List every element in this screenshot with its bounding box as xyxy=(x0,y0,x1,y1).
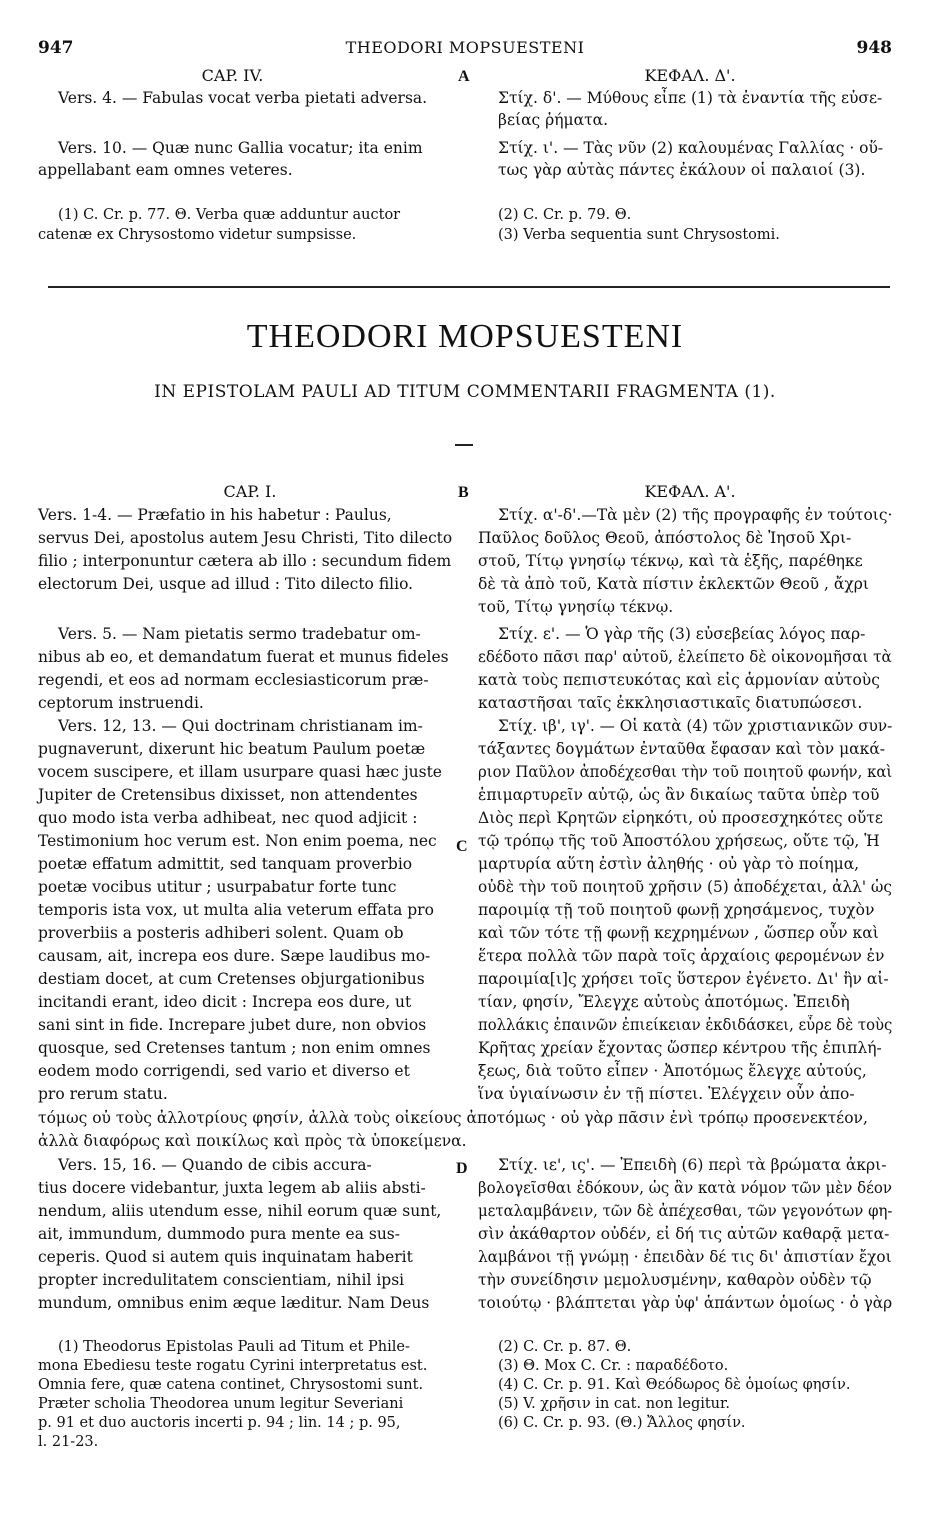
text-line: τάξαντες δογμάτων ἐνταῦθα ἔφασαν καὶ τὸν μακά- xyxy=(478,740,886,758)
text-line: τοῦ, Τίτῳ γνησίῳ τέκνῳ. xyxy=(478,598,674,616)
text-line: regendi, et eos ad normam ecclesiasticorum præ- xyxy=(38,671,429,689)
text-line: Jupiter de Cretensibus dixisset, non attendentes xyxy=(38,786,418,804)
margin-marker-b: B xyxy=(458,484,469,501)
text-line: σὶν ἀκάθαρτον οὐδέν, εἰ δή τις αὐτῶν καθαρᾷ μετα- xyxy=(478,1225,890,1243)
margin-marker-a: A xyxy=(458,68,470,85)
text-line: propter incredulitatem conscientiam, nihil ipsi xyxy=(38,1271,405,1289)
text-line: ἕτερα πολλὰ τῶν παρὰ τοῖς ἀρχαίοις φερομένων ἐν xyxy=(478,947,885,965)
cap-iv-heading: CAP. IV. xyxy=(201,66,264,85)
text-line: incitandi erant, ideo dicit : Increpa eos dure, ut xyxy=(38,993,412,1011)
text-line: sani sint in fide. Increpare jubet dure, non obvios xyxy=(38,1016,427,1034)
text-line: Vers. 4. — Fabulas vocat verba pietati adversa. xyxy=(58,89,428,107)
text-line: Κρῆτας χρείαν ἔχοντας ὥσπερ κέντρου τῆς ἐπιπλή- xyxy=(478,1039,882,1057)
text-line: Vers. 1-4. — Præfatio in his habetur : Paulus, xyxy=(38,506,392,524)
title-dash xyxy=(455,444,473,446)
margin-marker-d: D xyxy=(456,1160,468,1177)
footnote-line: mona Ebediesu teste rogatu Cyrini interpretatus est. xyxy=(38,1358,428,1374)
page-number-right: 948 xyxy=(856,38,892,58)
text-line: poetæ effatum admittit, sed tanquam proverbio xyxy=(38,855,413,873)
margin-marker-c: C xyxy=(456,838,468,855)
text-line: quo modo ista verba adhibeat, nec quod adjicit : xyxy=(38,809,418,827)
text-line: ἵνα ὑγιαίνωσιν ἐν τῇ πίστει. Ἐλέγχειν οὖν ἀπο- xyxy=(478,1085,855,1103)
text-line: servus Dei, apostolus autem Jesu Christi, Tito dilecto xyxy=(38,529,453,547)
text-line: ξεως, διὰ τοῦτο εἶπεν · Ἀποτόμως ἔλεγχε αὐτούς, xyxy=(478,1062,867,1080)
text-line: δὲ τὰ ἀπὸ τοῦ, Κατὰ πίστιν ἐκλεκτῶν Θεοῦ , ἄχρι xyxy=(478,575,869,593)
text-line: Στίχ. ιβ', ιγ'. — Οἱ κατὰ (4) τῶν χριστιανικῶν συν- xyxy=(498,717,893,735)
text-line: λαμβάνοι τῇ γνώμῃ · ἐπειδὰν δέ τις δι' ἀπιστίαν ἔχοι xyxy=(478,1248,892,1266)
footnote-line: (5) V. χρῆσιν in cat. non legitur. xyxy=(498,1396,730,1412)
text-line: ἀλλὰ διαφόρως καὶ ποικίλως καὶ πρὸς τὰ ὑποκείμενα. xyxy=(38,1132,467,1150)
text-line: pugnaverunt, dixerunt hic beatum Paulum poetæ xyxy=(38,740,426,758)
text-line: Στίχ. δ'. — Μύθους εἶπε (1) τὰ ἐναντία τῆς εὐσε- xyxy=(498,89,883,107)
text-line: βολογεῖσθαι ἐδόκουν, ὡς ἂν κατὰ νόμον τῶν μὲν δέον xyxy=(478,1179,893,1197)
text-line: πολλάκις ἐπαινῶν ἐπιείκειαν ἐκδιδάσκει, εὗρε δὲ τοὺς xyxy=(478,1016,893,1034)
text-line: παροιμίᾳ τῇ τοῦ ποιητοῦ φωνῇ χρησάμενος, τυχὸν xyxy=(478,901,875,919)
text-line: destiam docet, at cum Cretenses objurgationibus xyxy=(38,970,425,988)
footnote-line: (4) C. Cr. p. 91. Καὶ Θεόδωρος δὲ ὁμοίως φησίν. xyxy=(498,1377,851,1393)
text-line: εδέδοτο πᾶσι παρ' αὐτοῦ, ἐλείπετο δὲ οἰκονομῆσαι τὰ xyxy=(478,648,892,666)
footnote-line: (1) Theodorus Epistolas Pauli ad Titum et Phile- xyxy=(58,1339,410,1355)
text-line: ἐπιμαρτυρεῖν αὐτῷ, ὡς ἂν δικαίως ταῦτα ὑπὲρ τοῦ xyxy=(478,786,880,804)
text-line: Στίχ. ι'. — Τὰς νῦν (2) καλουμένας Γαλλίας · οὕ- xyxy=(498,139,884,157)
text-line: μεταλαμβάνειν, τῶν δὲ ἀπέχεσθαι, τῶν γεγονότων φη- xyxy=(478,1202,893,1220)
text-line: mundum, omnibus enim æque læditur. Nam Deus xyxy=(38,1294,430,1312)
text-line: eodem modo corrigendi, sed vario et diverso et xyxy=(38,1062,410,1080)
subtitle: IN EPISTOLAM PAULI AD TITUM COMMENTARII FRAGMENTA (1). xyxy=(154,382,776,402)
text-line: τως γὰρ αὐτὰς πάντες ἐκάλουν οἱ παλαιοί (3). xyxy=(498,161,866,179)
text-line: βείας ῥήματα. xyxy=(498,111,609,129)
text-line: τίαν, φησίν, Ἔλεγχε αὐτοὺς ἀποτόμως. Ἐπειδὴ xyxy=(478,993,850,1011)
text-line: Vers. 15, 16. — Quando de cibis accura- xyxy=(58,1156,372,1174)
footnote-line: (3) Verba sequentia sunt Chrysostomi. xyxy=(498,227,780,243)
kephal-a-heading: ΚΕΦΑΛ. Α'. xyxy=(644,482,736,501)
footnote-line: (6) C. Cr. p. 93. (Θ.) Ἄλλος φησίν. xyxy=(498,1415,746,1431)
text-line: Testimonium hoc verum est. Non enim poema, nec xyxy=(38,832,437,850)
text-line: ριον Παῦλον ἀποδέχεσθαι τὴν τοῦ ποιητοῦ φωνήν, καὶ xyxy=(478,763,893,781)
text-line: Vers. 10. — Quæ nunc Gallia vocatur; ita enim xyxy=(58,139,423,157)
footnote-line: (2) C. Cr. p. 87. Θ. xyxy=(498,1339,632,1355)
footnote-line: (2) C. Cr. p. 79. Θ. xyxy=(498,207,632,223)
footnote-line: (1) C. Cr. p. 77. Θ. Verba quæ adduntur auctor xyxy=(58,207,401,223)
text-line: οὐδὲ τὴν τοῦ ποιητοῦ χρῆσιν (5) ἀποδέχεται, ἀλλ' ὡς xyxy=(478,878,892,896)
text-line: Vers. 12, 13. — Qui doctrinam christianam im- xyxy=(58,717,423,735)
running-title: THEODORI MOPSUESTENI xyxy=(345,38,585,57)
text-line: τῷ τρόπῳ τῆς τοῦ Ἀποστόλου χρήσεως, οὔτε τῷ, Ἡ xyxy=(478,832,880,850)
footnote-line: p. 91 et duo auctoris incerti p. 94 ; lin. 14 ; p. 95, xyxy=(38,1415,401,1431)
cap-i-heading: CAP. I. xyxy=(223,482,277,501)
text-line: καταστῆσαι ταῖς ἐκκλησιαστικαῖς διατυπώσεσι. xyxy=(478,694,863,712)
text-line: Στίχ. α'-δ'.—Τὰ μὲν (2) τῆς προγραφῆς ἐν τούτοις· xyxy=(498,506,893,524)
text-line: Στίχ. ιε', ις'. — Ἐπειδὴ (6) περὶ τὰ βρώματα ἀκρι- xyxy=(498,1156,887,1174)
text-line: Παῦλος δοῦλος Θεοῦ, ἀπόστολος δὲ Ἰησοῦ Χρι- xyxy=(478,529,852,547)
text-line: appellabant eam omnes veteres. xyxy=(38,161,293,179)
text-line: vocem suscipere, et illam usurpare quasi hæc juste xyxy=(38,763,442,781)
text-line: παροιμία[ι]ς χρήσει τοῖς ὕστερον ἐγένετο. Δι' ἣν αἰ- xyxy=(478,970,889,988)
text-line: proverbiis a posteris adhiberi solent. Quam ob xyxy=(38,924,404,942)
text-line: nibus ab eo, et demandatum fuerat et munus fideles xyxy=(38,648,449,666)
text-line: Διὸς περὶ Κρητῶν εἰρηκότι, οὐ προσεσχηκότες οὔτε xyxy=(478,809,883,827)
footnote-line: catenæ ex Chrysostomo videtur sumpsisse. xyxy=(38,227,357,243)
footnote-line: Præter scholia Theodorea unum legitur Severiani xyxy=(38,1396,404,1412)
footnote-line: Omnia fere, quæ catena continet, Chrysostomi sunt. xyxy=(38,1377,424,1393)
text-line: ait, immundum, dummodo pura mente ea sus- xyxy=(38,1225,401,1243)
text-line: ceperis. Quod si autem quis inquinatam haberit xyxy=(38,1248,413,1266)
text-line: μαρτυρία αὕτη ἐστὶν ἀληθής · οὐ γὰρ τὸ ποίημα, xyxy=(478,855,860,873)
text-line: poetæ vocibus utitur ; usurpabatur forte tunc xyxy=(38,878,397,896)
text-line: causam, ait, increpa eos dure. Sæpe laudibus mo- xyxy=(38,947,431,965)
footnote-line: l. 21-23. xyxy=(38,1434,99,1450)
footnote-line: (3) Θ. Mox C. Cr. : παραδέδοτο. xyxy=(498,1358,729,1374)
text-line: στοῦ, Τίτῳ γνησίῳ τέκνῳ, καὶ τὰ ἑξῆς, παρέθηκε xyxy=(478,552,863,570)
page-number-left: 947 xyxy=(38,38,74,58)
text-line: tius docere videbantur, juxta legem ab aliis absti- xyxy=(38,1179,426,1197)
section-divider xyxy=(48,286,890,288)
text-line: nendum, aliis utendum esse, nihil eorum quæ sunt, xyxy=(38,1202,442,1220)
text-line: καὶ τῶν τότε τῇ φωνῇ κεχρημένων , ὥσπερ οὖν καὶ xyxy=(478,924,879,942)
text-line: κατὰ τοὺς πεπιστευκότας καὶ εἰς ἁρμονίαν αὐτοὺς xyxy=(478,671,880,689)
kephal-d-heading: ΚΕΦΑΛ. Δ'. xyxy=(644,66,736,85)
text-line: quosque, sed Cretenses tantum ; non enim omnes xyxy=(38,1039,431,1057)
text-line: temporis ista vox, ut multa alia veterum effata pro xyxy=(38,901,434,919)
text-line: τὴν συνείδησιν μεμολυσμένην, καθαρὸν οὐδὲν τῷ xyxy=(478,1271,872,1289)
text-line: ceptorum instruendi. xyxy=(38,694,204,712)
text-line: τόμως οὐ τοὺς ἀλλοτρίους φησίν, ἀλλὰ τοὺς οἰκείους ἀποτόμως · οὐ γὰρ πᾶσιν ἑνὶ τρόπῳ προσενεκτέον, xyxy=(38,1109,868,1127)
text-line: Στίχ. ε'. — Ὁ γὰρ τῆς (3) εὐσεβείας λόγος παρ- xyxy=(498,625,866,643)
text-line: Vers. 5. — Nam pietatis sermo tradebatur om- xyxy=(58,625,421,643)
text-line: τοιούτῳ · βλάπτεται γὰρ ὑφ' ἁπάντων ὁμοίως · ὁ γὰρ xyxy=(478,1294,893,1312)
main-title: THEODORI MOPSUESTENI xyxy=(246,318,684,355)
text-line: filio ; interponuntur cætera ab illo : secundum fidem xyxy=(38,552,452,570)
text-line: pro rerum statu. xyxy=(38,1085,168,1103)
text-line: electorum Dei, usque ad illud : Tito dilecto filio. xyxy=(38,575,414,593)
